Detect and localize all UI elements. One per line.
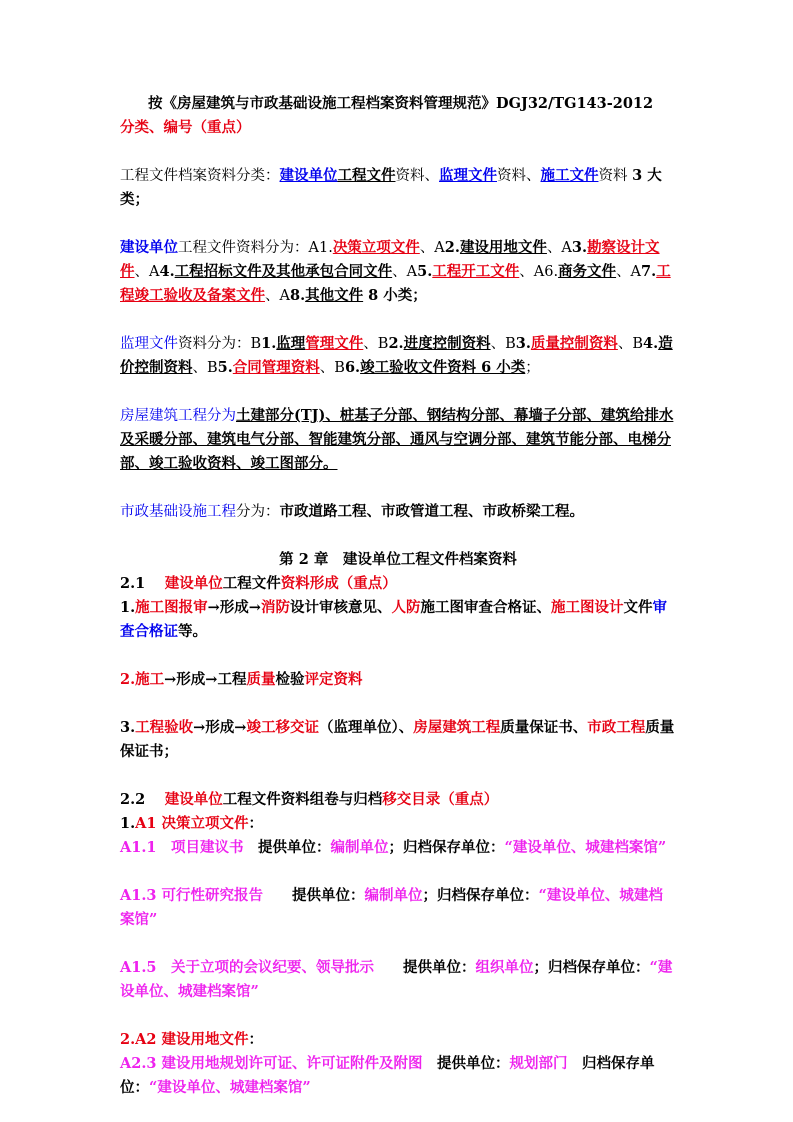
section-2-1-heading: 2.1 建设单位工程文件资料形成（重点） <box>120 575 397 592</box>
document-page <box>120 92 676 1100</box>
s22-item-a1-1: A1.1 项目建议书 提供单位：编制单位；归档保存单位：“建设单位、城建档案馆” <box>120 839 667 856</box>
s22-item-a2-3: A2.3 建设用地规划许可证、许可证附件及附图 提供单位：规划部门 归档保存单位：“建设单位、城建档案馆” <box>120 1055 655 1096</box>
s22-item-a1-3: A1.3 可行性研究报告 提供单位：编制单位；归档保存单位：“建设单位、城建档案馆” <box>120 887 663 928</box>
s22-item-a1-5: A1.5 关于立项的会议纪要、领导批示 提供单位：组织单位；归档保存单位：“建设单位、城建档案馆” <box>120 959 673 1000</box>
supervision-paragraph: 监理文件资料分为：B1.监理管理文件、B2.进度控制资料、B3.质量控制资料、B4.造价控制资料、B5.合同管理资料、B6.竣工验收文件资料 6 小类； <box>120 335 673 376</box>
intro-paragraph: 工程文件档案资料分类：建设单位工程文件资料、监理文件资料、施工文件资料 3 大类； <box>120 167 662 208</box>
s21-item-3: 3.工程验收→形成→竣工移交证（监理单位）、房屋建筑工程质量保证书、市政工程质量保证书； <box>120 719 675 760</box>
section-2-2-heading: 2.2 建设单位工程文件资料组卷与归档移交目录（重点） <box>120 791 499 808</box>
s22-group-1: 1.A1 决策立项文件： <box>120 815 264 832</box>
construction-unit-paragraph: 建设单位工程文件资料分为：A1.决策立项文件、A2.建设用地文件、A3.勘察设计文件、A4.工程招标文件及其他承包合同文件、A5.工程开工文件、A6.商务文件、A7.工程竣工验收及备案文件、A8.其他文件 8 小类； <box>120 239 671 304</box>
housing-paragraph: 房屋建筑工程分为土建部分(TJ)、桩基子分部、钢结构分部、幕墙子分部、建筑给排水及采暖分部、建筑电气分部、智能建筑分部、通风与空调分部、建筑节能分部、电梯分部、竣工验收资料、竣工图部分。 <box>120 407 674 472</box>
doc-subtitle: 分类、编号（重点） <box>120 119 251 136</box>
s21-item-1: 1.施工图报审→形成→消防设计审核意见、人防施工图审查合格证、施工图设计文件审查合格证等。 <box>120 599 667 640</box>
s21-item-2: 2.施工→形成→工程质量检验评定资料 <box>120 671 363 688</box>
chapter-heading: 第 2 章 建设单位工程文件档案资料 <box>279 551 517 568</box>
s22-group-2: 2.A2 建设用地文件： <box>120 1031 264 1048</box>
municipal-paragraph: 市政基础设施工程分为：市政道路工程、市政管道工程、市政桥梁工程。 <box>120 503 584 520</box>
doc-title: 按《房屋建筑与市政基础设施工程档案资料管理规范》DGJ32/TG143-2012 <box>148 95 654 112</box>
